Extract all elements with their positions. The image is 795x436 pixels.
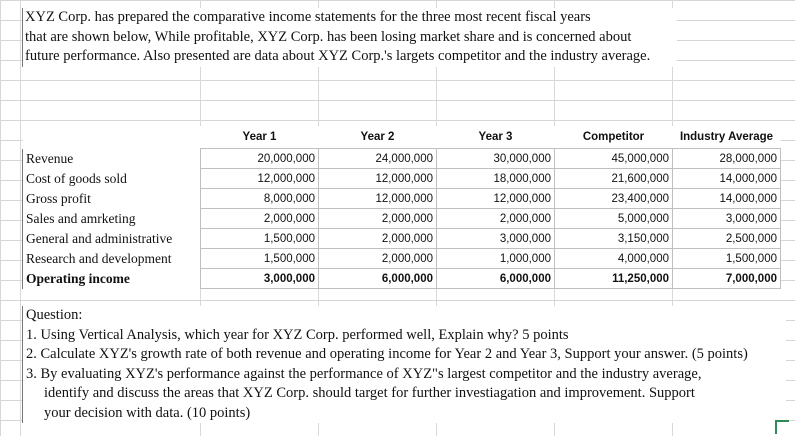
cell-value: 5,000,000 <box>555 209 673 229</box>
cell-value: 18,000,000 <box>437 169 555 189</box>
row-label: Gross profit <box>23 189 201 209</box>
question-3-continued: your decision with data. (10 points) <box>44 404 251 421</box>
header-competitor: Competitor <box>555 126 673 149</box>
cell-value: 24,000,000 <box>319 149 437 169</box>
intro-line: that are shown below, While profitable, XYZ Corp. has been losing market share and is concerned about <box>25 28 632 45</box>
cell-value: 1,000,000 <box>437 249 555 269</box>
row-label: Sales and amrketing <box>23 209 201 229</box>
cell-value: 2,000,000 <box>319 249 437 269</box>
header-industry-average: Industry Average <box>673 126 781 149</box>
cell-value: 20,000,000 <box>201 149 319 169</box>
cell-value: 3,150,000 <box>555 229 673 249</box>
cell-value: 3,000,000 <box>437 229 555 249</box>
question-3-continued: identify and discuss the areas that XYZ Corp. should target for further investiagation and improvement. Support <box>44 385 695 401</box>
row-label: Revenue <box>23 149 201 169</box>
cell-value: 1,500,000 <box>201 249 319 269</box>
cell-value: 1,500,000 <box>673 249 781 269</box>
cell-value: 23,400,000 <box>555 189 673 209</box>
intro-line: XYZ Corp. has prepared the comparative income statements for the three most recent fiscal years <box>25 9 591 25</box>
cell-value: 4,000,000 <box>555 249 673 269</box>
table-row <box>23 149 781 169</box>
cell-value: 1,500,000 <box>201 229 319 249</box>
grid-line <box>20 0 21 436</box>
header-row <box>23 126 781 149</box>
table-row <box>23 229 781 249</box>
cell-value: 30,000,000 <box>437 149 555 169</box>
question-3: 3. By evaluating XYZ's performance against the performance of XYZ"s largest competitor and the industry average, <box>26 365 702 382</box>
row-label: Research and development <box>23 249 201 269</box>
cell-value: 2,000,000 <box>319 209 437 229</box>
table-row <box>23 169 781 189</box>
intro-line: future performance. Also presented are data about XYZ Corp.'s largets competitor and the industry average. <box>25 48 651 64</box>
cell-value: 2,000,000 <box>319 229 437 249</box>
cell-value: 28,000,000 <box>673 149 781 169</box>
cell-value: 14,000,000 <box>673 169 781 189</box>
cell-value: 12,000,000 <box>201 169 319 189</box>
question-1: 1. Using Vertical Analysis, which year for XYZ Corp. performed well, Explain why? 5 points <box>26 326 569 343</box>
cell-value: 3,000,000 <box>201 269 319 289</box>
cell-value: 2,000,000 <box>437 209 555 229</box>
cell-value: 21,600,000 <box>555 169 673 189</box>
selection-corner-icon <box>775 420 789 434</box>
cell-value: 3,000,000 <box>673 209 781 229</box>
question-2: 2. Calculate XYZ's growth rate of both revenue and operating income for Year 2 and Year 3, Support your answer. (5 points) <box>26 346 748 362</box>
total-row <box>23 269 781 289</box>
cell-value: 12,000,000 <box>437 189 555 209</box>
header-blank <box>23 126 201 149</box>
row-label: Cost of goods sold <box>23 169 201 189</box>
header-year1: Year 1 <box>201 126 319 149</box>
cell-value: 2,000,000 <box>201 209 319 229</box>
cell-value: 7,000,000 <box>673 269 781 289</box>
row-label: Operating income <box>23 269 201 289</box>
header-year2: Year 2 <box>319 126 437 149</box>
cell-value: 11,250,000 <box>555 269 673 289</box>
table-row <box>23 209 781 229</box>
cell-value: 6,000,000 <box>319 269 437 289</box>
intro-paragraph <box>22 8 677 67</box>
header-year3: Year 3 <box>437 126 555 149</box>
cell-value: 6,000,000 <box>437 269 555 289</box>
table-row <box>23 189 781 209</box>
cell-value: 12,000,000 <box>319 169 437 189</box>
cell-value: 14,000,000 <box>673 189 781 209</box>
cell-value: 45,000,000 <box>555 149 673 169</box>
row-label: General and administrative <box>23 229 201 249</box>
question-title: Question: <box>26 307 83 323</box>
cell-value: 12,000,000 <box>319 189 437 209</box>
cell-value: 8,000,000 <box>201 189 319 209</box>
cell-value: 2,500,000 <box>673 229 781 249</box>
table-row <box>23 249 781 269</box>
question-block <box>22 306 786 423</box>
income-statement-table <box>22 126 780 289</box>
